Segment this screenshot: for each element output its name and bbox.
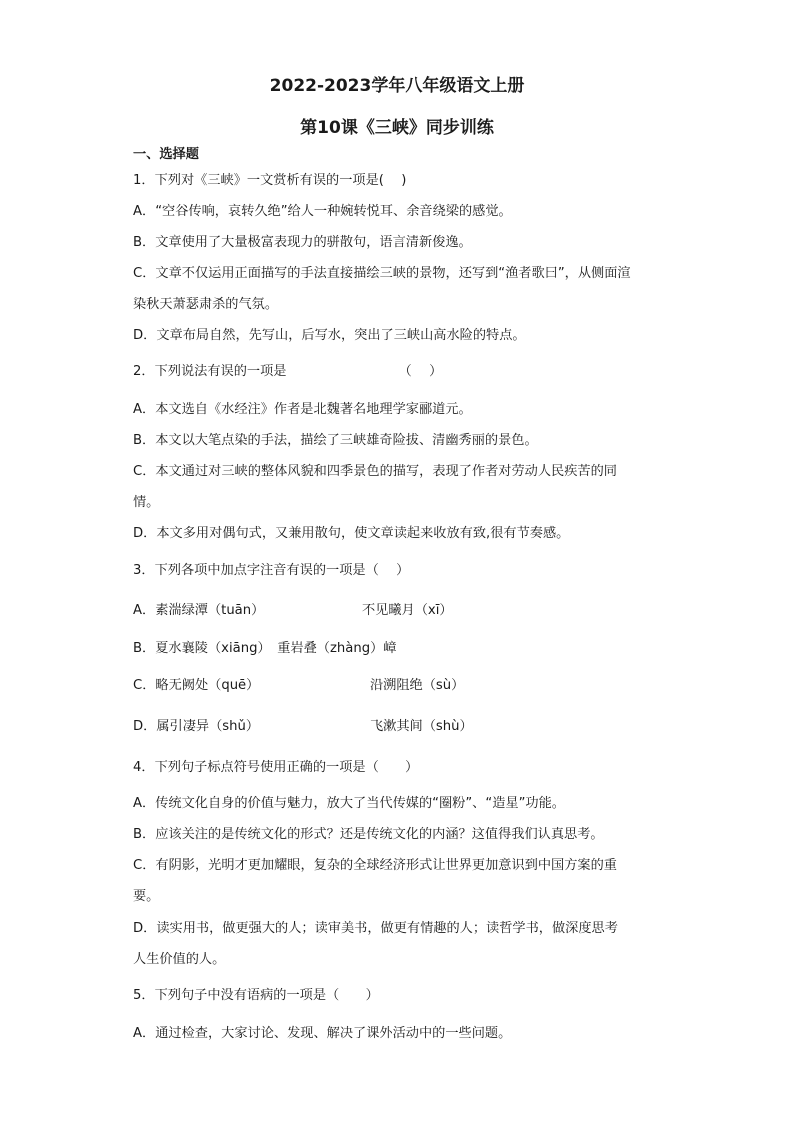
question-4-option-b: B．应该关注的是传统文化的形式？还是传统文化的内涵？这值得我们认真思考。 [133,827,604,842]
document-title: 2022-2023学年八年级语文上册 [269,76,525,96]
question-1-option-b: B．文章使用了大量极富表现力的骈散句，语言清新俊逸。 [133,235,472,250]
question-3-option-b: B．夏水襄陵（xiāng） 重岩叠（zhàng）嶂 [133,641,397,656]
question-4-option-d-continued: 人生价值的人。 [133,952,226,967]
question-4-option-c-continued: 要。 [133,889,160,904]
question-4-option-c: C．有阴影，光明才更加耀眼，复杂的全球经济形式让世界更加意识到中国方案的重 [133,858,617,873]
question-3-option-a-second: 不见曦月（xī） [362,603,453,618]
question-2-option-c: C．本文通过对三峡的整体风貌和四季景色的描写，表现了作者对劳动人民疾苦的同 [133,464,617,479]
question-3-option-c: C．略无阙处（quē） [133,678,260,693]
question-3-option-c-second: 沿溯阻绝（sù） [370,678,465,693]
question-2-stem: 2．下列说法有误的一项是 （ ） [133,364,443,379]
question-4-option-d: D．读实用书，做更强大的人；读审美书，做更有情趣的人；读哲学书，做深度思考 [133,921,618,936]
question-5-stem: 5．下列句子中没有语病的一项是（ ） [133,988,379,1003]
question-1-stem: 1．下列对《三峡》一文赏析有误的一项是( ) [133,173,407,188]
question-1-option-d: D．文章布局自然，先写山，后写水，突出了三峡山高水险的特点。 [133,328,526,343]
question-3-option-d: D．属引凄异（shǔ） [133,719,260,734]
question-2-option-b: B．本文以大笔点染的手法，描绘了三峡雄奇险拔、清幽秀丽的景色。 [133,433,538,448]
question-2-option-c-continued: 情。 [133,495,160,510]
section-heading: 一、选择题 [133,147,199,162]
question-3-option-d-second: 飞漱其间（shù） [370,719,473,734]
question-4-stem: 4．下列句子标点符号使用正确的一项是（ ） [133,760,419,775]
question-3-option-a: A．素湍绿潭（tuān） [133,603,265,618]
question-1-option-c-continued: 染秋天萧瑟肃杀的气氛。 [133,297,279,312]
document-subtitle: 第10课《三峡》同步训练 [300,118,494,138]
question-1-option-c: C．文章不仅运用正面描写的手法直接描绘三峡的景物，还写到“渔者歌曰”，从侧面渲 [133,266,631,281]
question-2-option-d: D．本文多用对偶句式，又兼用散句，使文章读起来收放有致,很有节奏感。 [133,526,570,541]
question-3-stem: 3．下列各项中加点字注音有误的一项是（ ） [133,563,410,578]
question-1-option-a: A．“空谷传响，哀转久绝”给人一种婉转悦耳、余音绕梁的感觉。 [133,204,512,219]
question-2-option-a: A．本文选自《水经注》作者是北魏著名地理学家郦道元。 [133,402,472,417]
question-4-option-a: A．传统文化自身的价值与魅力，放大了当代传媒的“圈粉”、“造星”功能。 [133,796,565,811]
question-5-option-a: A．通过检查，大家讨论、发现、解决了课外活动中的一些问题。 [133,1026,512,1041]
